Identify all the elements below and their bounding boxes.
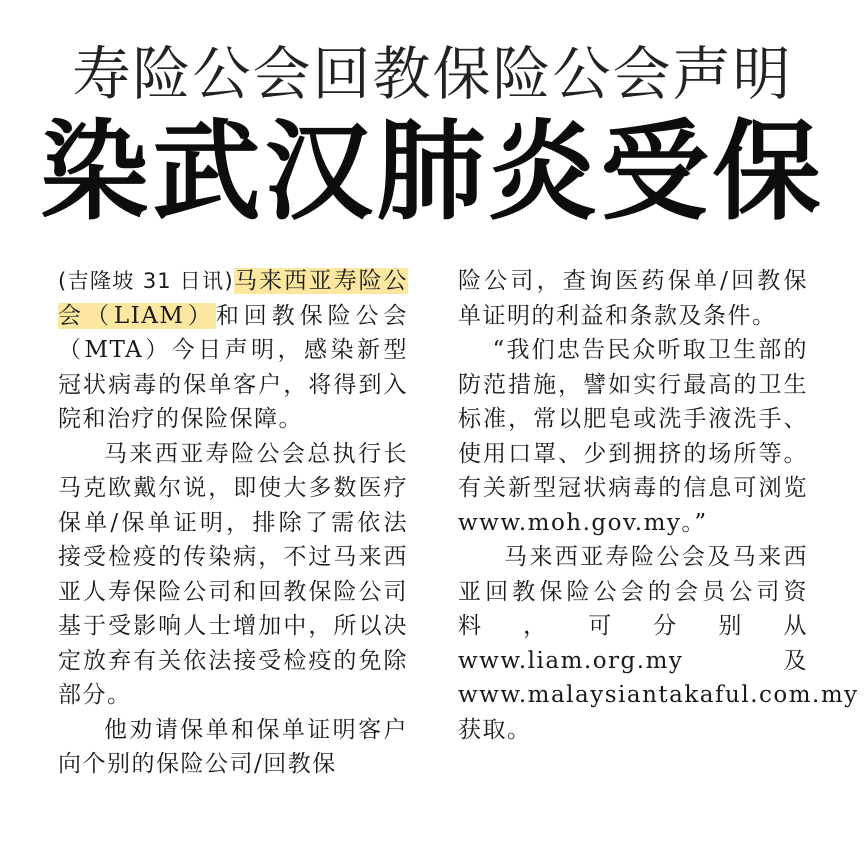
paragraph-3-end-text: 险公司，查询医药保单/回教保单证明的利益和条款及条件。 (458, 268, 808, 329)
article-column-left (58, 264, 408, 782)
paragraph-1 (58, 264, 408, 437)
article-headline: 染武汉肺炎受保 (40, 109, 825, 235)
paragraph-2-text: 马来西亚寿险公会总执行长马克欧戴尔说，即使大多数医疗保单/保单证明，排除了需依法接受检疫的传染病，不过马来西亚人寿保险公司和回教保险公司基于受影响人士增加中，所以决定放弃有关依法接受检疫的免除部分。 (58, 440, 408, 708)
article-kicker: 寿险公会回教保险公会声明 (72, 40, 793, 108)
paragraph-5-text: 马来西亚寿险公会及马来西亚回教保险公会的会员公司资料，可分别从 www.liam.org.my 及 www.malaysiantakaful.com.my 获取。 (458, 544, 859, 743)
paragraph-3-start-text: 他劝请保单和保单证明客户向个别的保险公司/回教保 (58, 716, 408, 777)
paragraph-3-start (58, 713, 408, 782)
paragraph-3-end (458, 264, 808, 333)
paragraph-4-text: “我们忠告民众听取卫生部的防范措施，譬如实行最高的卫生标准，常以肥皂或洗手液洗手、使用口罩、少到拥挤的场所等。有关新型冠状病毒的信息可浏览 www.moh.gov.my。” (458, 337, 808, 536)
dateline: (吉隆坡 31 日讯) (58, 269, 234, 293)
article-column-right (458, 264, 859, 747)
paragraph-1-text: 和回教保险公会（MTA）今日声明，感染新型冠状病毒的保单客户，将得到入院和治疗的保险保障。 (58, 302, 408, 432)
highlighted-text: 马来西亚寿险公会（LIAM） (58, 268, 409, 329)
paragraph-4 (458, 333, 808, 540)
paragraph-5 (458, 540, 859, 747)
paragraph-2 (58, 437, 408, 713)
